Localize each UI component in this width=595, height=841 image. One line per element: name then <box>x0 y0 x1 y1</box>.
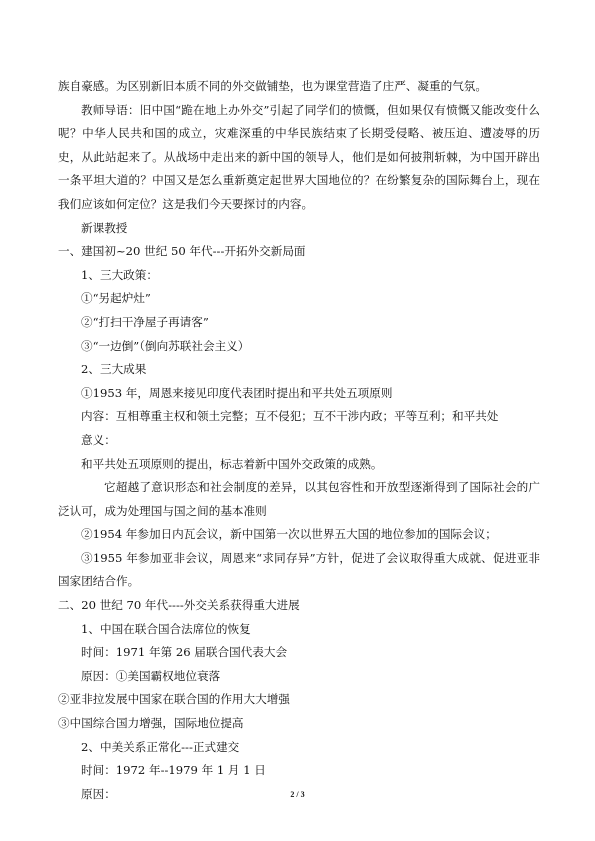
subheading-three-achievements: 2、三大成果 <box>81 362 147 377</box>
paragraph: 它超越了意识形态和社会制度的差异，以其包容性和开放型逐渐得到了国际社会的广泛认可，成为处理国与国之间的基本准则 <box>58 480 540 518</box>
list-item: ③“一边倒”（倒向苏联社会主义） <box>81 338 250 353</box>
subheading-un-seat: 1、中国在联合国合法席位的恢复 <box>81 621 251 636</box>
content-line: 时间：1972 年--1979 年 1 月 1 日 <box>81 763 266 778</box>
list-item: ②1954 年参加日内瓦会议，新中国第一次以世界五大国的地位参加的国际会议； <box>81 527 497 542</box>
section-heading-2: 二、20 世纪 70 年代----外交关系获得重大进展 <box>58 598 300 613</box>
content-line: 原因：①美国霸权地位衰落 <box>81 668 221 683</box>
list-item: ①“另起炉灶” <box>81 291 151 306</box>
content-line: 原因： <box>81 786 116 801</box>
list-item: ③1955 年参加亚非会议，周恩来“求同存异”方针，促进了会议取得重大成就、促进亚非国家团结合作。 <box>58 550 540 589</box>
list-item: ③中国综合国力增强，国际地位提高 <box>58 716 244 731</box>
page-number: 2 / 3 <box>290 790 305 799</box>
significance-label: 意义： <box>81 432 116 447</box>
content-line: 时间：1971 年第 26 届联合国代表大会 <box>81 645 288 660</box>
subheading-sino-us: 2、中美关系正常化---正式建交 <box>81 739 240 754</box>
list-item: ②亚非拉发展中国家在联合国的作用大大增强 <box>58 692 290 707</box>
section-heading-new-lesson: 新课教授 <box>81 220 128 235</box>
document-body <box>58 75 540 806</box>
content-line: 内容：互相尊重主权和领土完整；互不侵犯；互不干涉内政；平等互利；和平共处 <box>81 409 499 424</box>
teacher-intro-paragraph: 教师导语：旧中国“跪在地上办外交”引起了同学们的愤慨，但如果仅有愤慨又能改变什么呢？中华人民共和国的成立，灾难深重的中华民族结束了长期受侵略、被压迫、遭凌辱的历史，从此站起来了。从战场中走出来的新中国的领导人，他们是如何披荆斩棘，为中国开辟出一条平坦大道的？中国又是怎么重新奠定起世界大国地位的？在纷繁复杂的国际舞台上，现在我们应该如何定位？这是我们今天要探讨的内容。 <box>58 102 540 211</box>
section-heading-1: 一、建国初~20 世纪 50 年代---开拓外交新局面 <box>58 244 306 259</box>
subheading-three-policies: 1、三大政策： <box>81 267 158 282</box>
list-item: ①1953 年，周恩来接见印度代表团时提出和平共处五项原则 <box>81 385 393 400</box>
paragraph-line: 和平共处五项原则的提出，标志着新中国外交政策的成熟。 <box>81 456 383 471</box>
paragraph-line: 族自豪感。为区别新旧本质不同的外交做铺垫，也为课堂营造了庄严、凝重的气氛。 <box>58 79 487 93</box>
list-item: ②“打扫干净屋子再请客” <box>81 314 209 329</box>
